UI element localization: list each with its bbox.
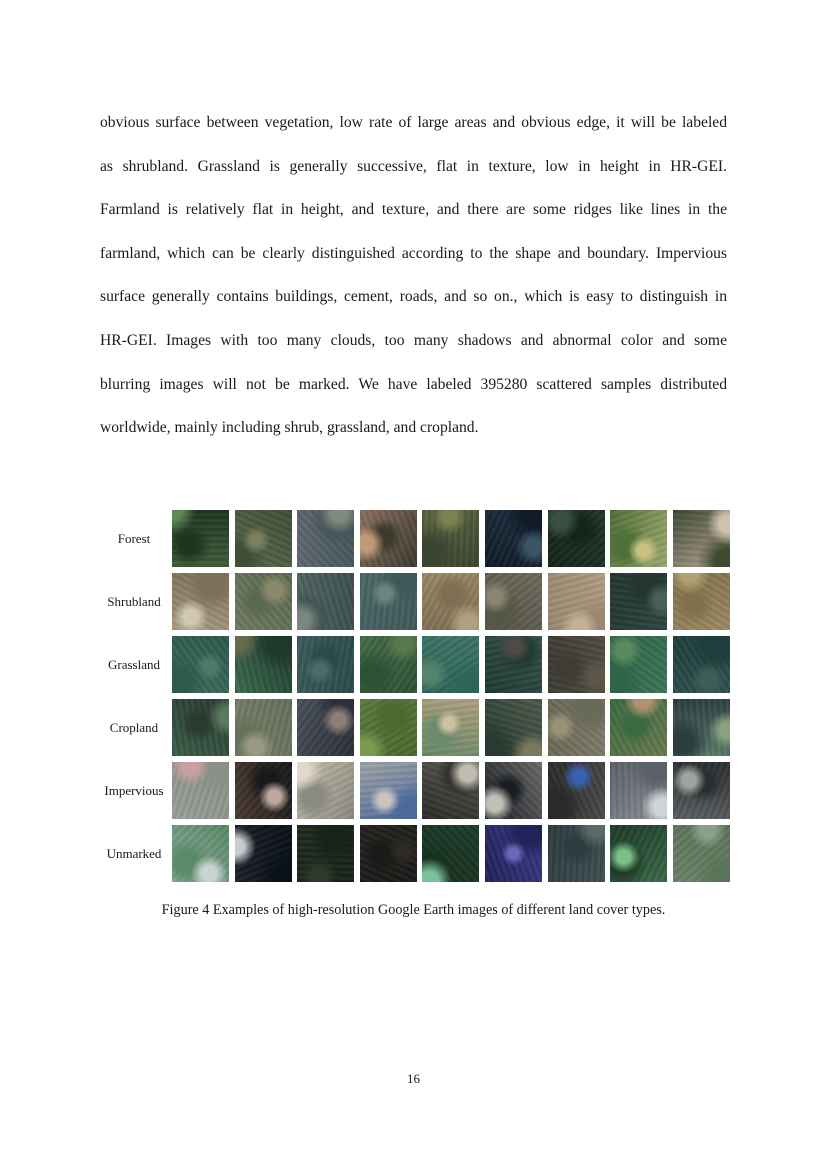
figure-row — [100, 510, 740, 567]
satellite-image-tile — [235, 699, 292, 756]
satellite-image-tile — [172, 762, 229, 819]
text-line: blurring images will not be marked. We have labeled 395280 scattered samples distributed — [100, 375, 727, 393]
figure-caption: Figure 4 Examples of high-resolution Google Earth images of different land cover types. — [161, 902, 666, 918]
row-label: Unmarked — [106, 845, 162, 861]
satellite-image-tile — [360, 762, 417, 819]
row-label: Cropland — [109, 719, 159, 735]
satellite-image-tile — [422, 699, 479, 756]
satellite-image-tile — [297, 636, 354, 693]
satellite-image-tile — [485, 825, 542, 882]
satellite-image-tile — [610, 699, 667, 756]
satellite-image-tile — [235, 825, 292, 882]
satellite-image-tile — [673, 762, 730, 819]
satellite-image-tile — [297, 825, 354, 882]
satellite-image-tile — [610, 636, 667, 693]
satellite-image-tile — [673, 573, 730, 630]
satellite-image-tile — [360, 510, 417, 567]
satellite-image-tile — [235, 510, 292, 567]
row-label: Impervious — [104, 782, 164, 798]
satellite-image-tile — [422, 510, 479, 567]
satellite-image-tile — [360, 636, 417, 693]
satellite-image-tile — [297, 699, 354, 756]
satellite-image-tile — [297, 573, 354, 630]
satellite-image-tile — [485, 762, 542, 819]
satellite-image-tile — [297, 762, 354, 819]
satellite-image-tile — [548, 825, 605, 882]
satellite-image-tile — [485, 573, 542, 630]
text-line: surface generally contains buildings, cement, roads, and so on., which is easy to distinguish in — [100, 288, 727, 306]
satellite-image-tile — [297, 510, 354, 567]
satellite-image-tile — [172, 699, 229, 756]
satellite-image-tile — [485, 510, 542, 567]
satellite-image-tile — [235, 573, 292, 630]
text-line: Farmland is relatively flat in height, and texture, and there are some ridges like lines in the — [100, 201, 727, 219]
satellite-image-tile — [360, 573, 417, 630]
satellite-image-tile — [235, 636, 292, 693]
satellite-image-tile — [673, 825, 730, 882]
satellite-image-tile — [360, 699, 417, 756]
figure-row — [100, 573, 740, 630]
satellite-image-tile — [422, 762, 479, 819]
satellite-image-tile — [673, 636, 730, 693]
satellite-image-tile — [548, 762, 605, 819]
text-line: worldwide, mainly including shrub, grassland, and cropland. — [100, 419, 479, 437]
satellite-image-tile — [548, 636, 605, 693]
satellite-image-tile — [610, 762, 667, 819]
satellite-image-tile — [548, 699, 605, 756]
page-number: 16 — [407, 1071, 420, 1086]
satellite-image-tile — [548, 510, 605, 567]
satellite-image-tile — [422, 573, 479, 630]
satellite-image-tile — [172, 636, 229, 693]
satellite-image-tile — [422, 825, 479, 882]
figure-row — [100, 636, 740, 693]
row-label: Grassland — [108, 656, 160, 672]
satellite-image-tile — [610, 573, 667, 630]
satellite-image-tile — [673, 510, 730, 567]
text-line: farmland, which can be clearly distinguished according to the shape and boundary. Impervious — [100, 244, 727, 262]
body-paragraph — [100, 110, 727, 459]
figure-row — [100, 699, 740, 756]
satellite-image-tile — [610, 825, 667, 882]
text-line: HR-GEI. Images with too many clouds, too many shadows and abnormal color and some — [100, 331, 727, 349]
figure-row — [100, 825, 740, 882]
satellite-image-tile — [610, 510, 667, 567]
text-line: as shrubland. Grassland is generally successive, flat in texture, low in height in HR-GEI. — [100, 157, 727, 175]
satellite-image-tile — [673, 699, 730, 756]
text-line: obvious surface between vegetation, low rate of large areas and obvious edge, it will be labeled — [100, 114, 727, 131]
satellite-image-tile — [485, 699, 542, 756]
row-label: Shrubland — [107, 593, 161, 609]
row-label: Forest — [117, 530, 151, 546]
satellite-image-tile — [172, 825, 229, 882]
satellite-image-tile — [360, 825, 417, 882]
satellite-image-tile — [548, 573, 605, 630]
figure-row — [100, 762, 740, 819]
satellite-image-tile — [235, 762, 292, 819]
satellite-image-tile — [485, 636, 542, 693]
satellite-image-tile — [172, 573, 229, 630]
satellite-image-tile — [172, 510, 229, 567]
satellite-image-tile — [422, 636, 479, 693]
